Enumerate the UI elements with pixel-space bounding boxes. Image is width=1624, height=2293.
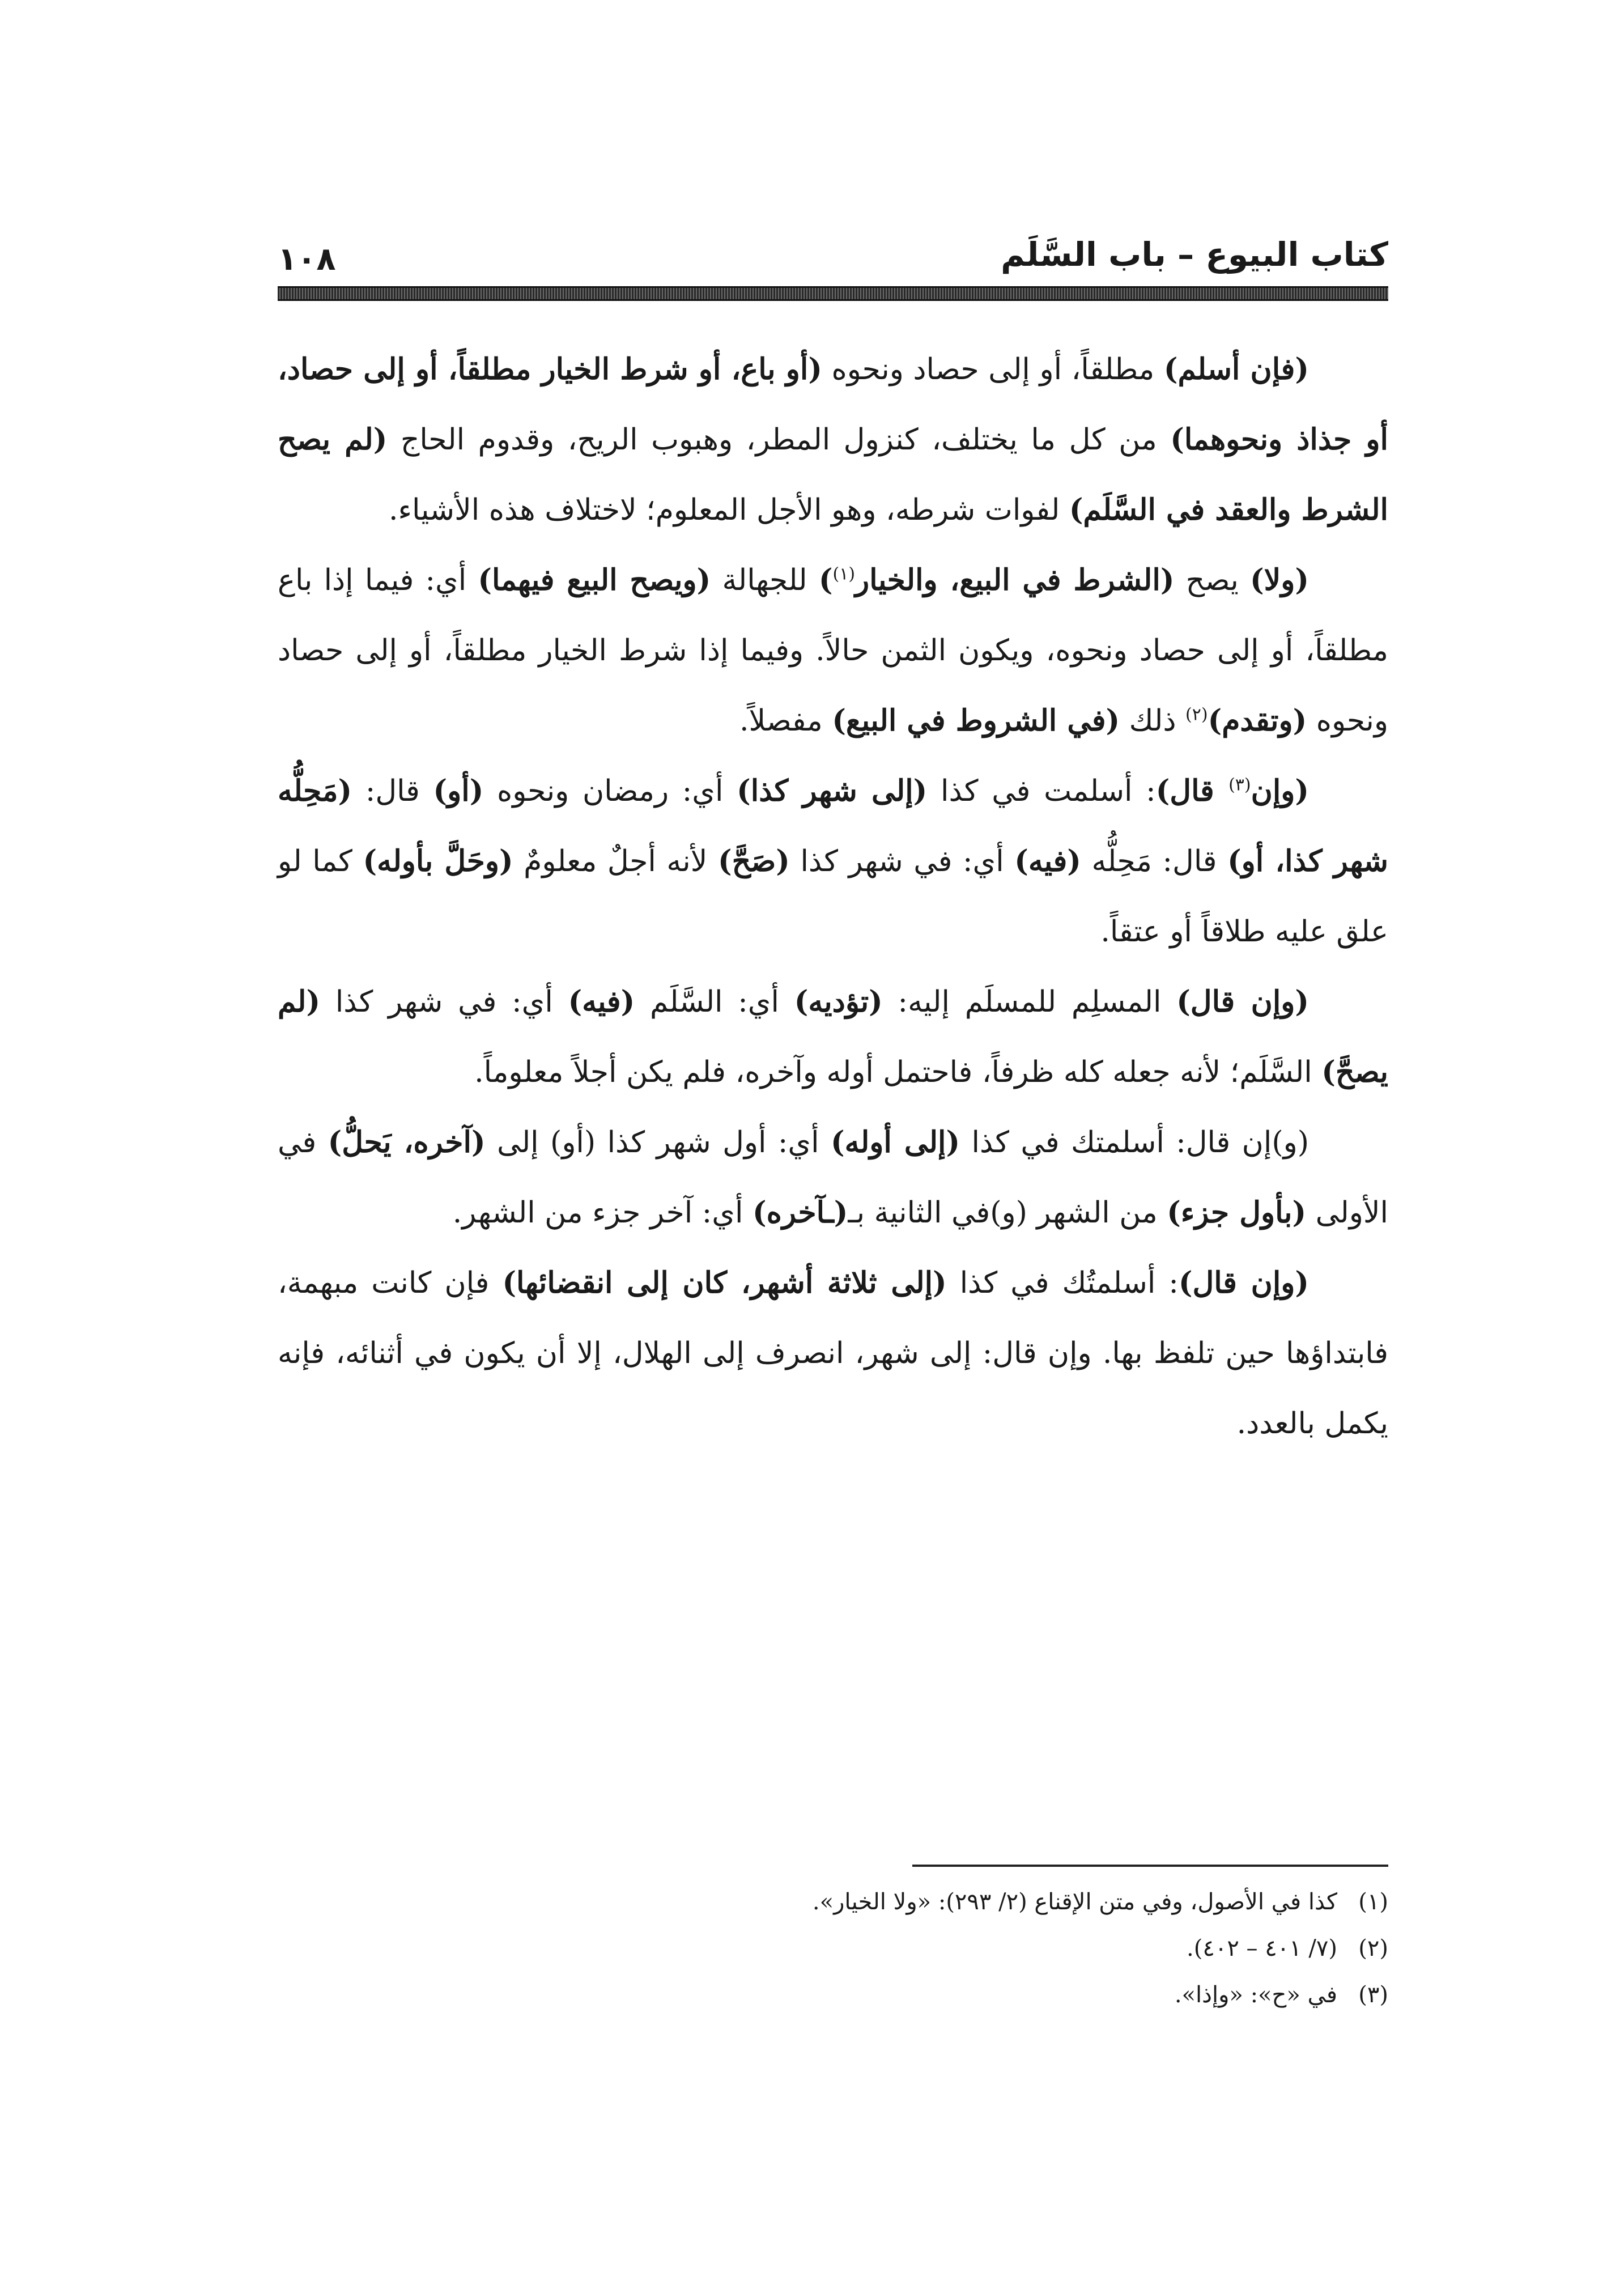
matn-text: (بأول جزء) — [1167, 1195, 1307, 1230]
matn-text: (أو باع، أو شرط الخيار مطلقاً، أو إلى حصاد، أو جذاذ ونحوهما) — [278, 352, 1388, 457]
matn-text: (آخره، يَحلُّ) — [328, 1125, 486, 1160]
footnote — [278, 1972, 1388, 2018]
matn-text: (ولا) — [1250, 563, 1310, 597]
sharh-text: أي: أول شهر كذا — [596, 1126, 831, 1160]
footnote-text: (٧/ ٤٠١ – ٤٠٢). — [1187, 1935, 1337, 1961]
sharh-text: أي: السَّلَم — [635, 985, 794, 1019]
sharh-text: فإن كانت مبهمة، فابتداؤها حين تلفظ بها. وإن قال: إلى شهر، انصرف إلى الهلال، إلا أن يكون في أثنائه، فإنه يكمل بالعدد. — [278, 1266, 1388, 1441]
matn-text: (وتقدم) — [1208, 703, 1307, 738]
sharh-text: للجهالة — [711, 563, 819, 597]
sharh-text: إلى — [485, 1126, 551, 1160]
sharh-text: أي: في شهر كذا — [789, 844, 1015, 878]
matn-text: (لم يصحَّ) — [278, 984, 1388, 1089]
footnote — [278, 1925, 1388, 1972]
chapter-title: كتاب البيوع – باب السَّلَم — [1001, 235, 1388, 274]
sharh-text: أي: رمضان ونحوه — [483, 774, 737, 808]
sharh-text: كما لو علق عليه طلاقاً أو عتقاً. — [278, 844, 1388, 949]
paragraph — [278, 1107, 1388, 1248]
matn-text: (فيه) — [1014, 844, 1081, 878]
matn-text: (فإن أسلم) — [1163, 352, 1309, 387]
paragraph — [278, 756, 1388, 967]
matn-text: ) — [818, 563, 833, 597]
sharh-text: في الثانية بـ — [848, 1196, 990, 1230]
footnote-reference: (٣) — [1228, 775, 1251, 795]
matn-text: (مَحِلُّه شهر كذا، أو) — [278, 774, 1388, 878]
matn-text: (وإن قال) — [1178, 1266, 1309, 1300]
footnote — [278, 1879, 1388, 1925]
sharh-text: إن قال: أسلمتك في كذا — [960, 1126, 1272, 1160]
matn-text: (إلى شهر كذا) — [737, 774, 928, 808]
sharh-text: مطلقاً، أو إلى حصاد ونحوه — [822, 353, 1164, 387]
matn-text: (وإن قال) — [1176, 984, 1309, 1019]
sharh-text: من الشهر — [1027, 1196, 1167, 1230]
footnote-separator — [912, 1865, 1388, 1867]
sharh-text: أي: في شهر كذا — [320, 985, 568, 1019]
footnote-number: (١) — [1358, 1889, 1388, 1915]
sharh-text: لفوات شرطه، وهو الأجل المعلوم؛ لاختلاف هذه الأشياء. — [389, 493, 1069, 527]
sharh-text: أي: فيما إذا باع مطلقاً، أو إلى حصاد ونحوه، ويكون الثمن حالاً. وفيما إذا شرط الخيار مطلقاً، أو إلى حصاد ونحوه — [278, 563, 1388, 738]
matn-text: (في الشروط في البيع) — [832, 703, 1120, 738]
sharh-text: قال: — [352, 774, 433, 808]
running-header — [278, 224, 1388, 292]
footnotes — [278, 1879, 1388, 2018]
matn-text: قال) — [1155, 774, 1229, 808]
matn-text: (وإن — [1251, 774, 1309, 808]
paragraph — [278, 334, 1388, 545]
sharh-text: في الأولى — [278, 1126, 1388, 1230]
paragraph — [278, 967, 1388, 1107]
matn-text: (أو) — [433, 774, 484, 808]
sharh-text: مفصلاً. — [739, 704, 832, 738]
sharh-text: لأنه أجلٌ معلومٌ — [513, 844, 718, 878]
sharh-text: من كل ما يختلف، كنزول المطر، وهبوب الريح، وقدوم الحاج — [387, 423, 1171, 457]
matn-text: (الشرط في البيع، والخيار — [855, 563, 1175, 597]
matn-text: (ـآخره) — [752, 1195, 848, 1230]
matn-text: (إلى أوله) — [830, 1125, 960, 1160]
footnote-reference: (٢) — [1185, 704, 1208, 725]
paragraph — [278, 1248, 1388, 1459]
sharh-text: أي: آخر جزء من الشهر. — [452, 1196, 753, 1230]
matn-text: (وحَلَّ بأوله) — [363, 844, 513, 878]
sharh-text: (و) — [1272, 1126, 1309, 1160]
sharh-text: يصح — [1174, 563, 1251, 597]
footnote-text: كذا في الأصول، وفي متن الإقناع (٢/ ٢٩٣): «ولا الخيار». — [812, 1889, 1337, 1915]
sharh-text: السَّلَم؛ لأنه جعله كله ظرفاً، فاحتمل أوله وآخره، فلم يكن أجلاً معلوماً. — [474, 1055, 1322, 1089]
sharh-text: المسلِم للمسلَم إليه: — [882, 985, 1177, 1019]
footnote-number: (٢) — [1358, 1935, 1388, 1961]
matn-text: (إلى ثلاثة أشهر، كان إلى انقضائها) — [502, 1266, 947, 1300]
sharh-text: قال: مَحِلُّه — [1081, 844, 1228, 878]
header-rule — [278, 286, 1388, 301]
sharh-text: (أو) — [550, 1126, 596, 1160]
footnote-number: (٣) — [1358, 1982, 1388, 2008]
matn-text: (تؤديه) — [794, 984, 883, 1019]
matn-text: (ويصح البيع فيهما) — [478, 563, 711, 597]
sharh-text: : أسلمتُك في كذا — [946, 1266, 1179, 1300]
paragraph — [278, 545, 1388, 756]
sharh-text: : أسلمت في كذا — [927, 774, 1156, 808]
sharh-text: ذلك — [1120, 704, 1186, 738]
footnote-reference: (١) — [832, 564, 856, 584]
matn-text: (صَحَّ) — [717, 844, 790, 878]
matn-text: (فيه) — [568, 984, 635, 1019]
main-text — [278, 334, 1388, 1459]
matn-text: (لم يصح الشرط والعقد في السَّلَم) — [278, 422, 1388, 527]
footnote-text: في «ح»: «وإذا». — [1174, 1982, 1337, 2008]
sharh-text: (و) — [990, 1196, 1027, 1230]
page-number: ١٠٨ — [278, 241, 336, 278]
